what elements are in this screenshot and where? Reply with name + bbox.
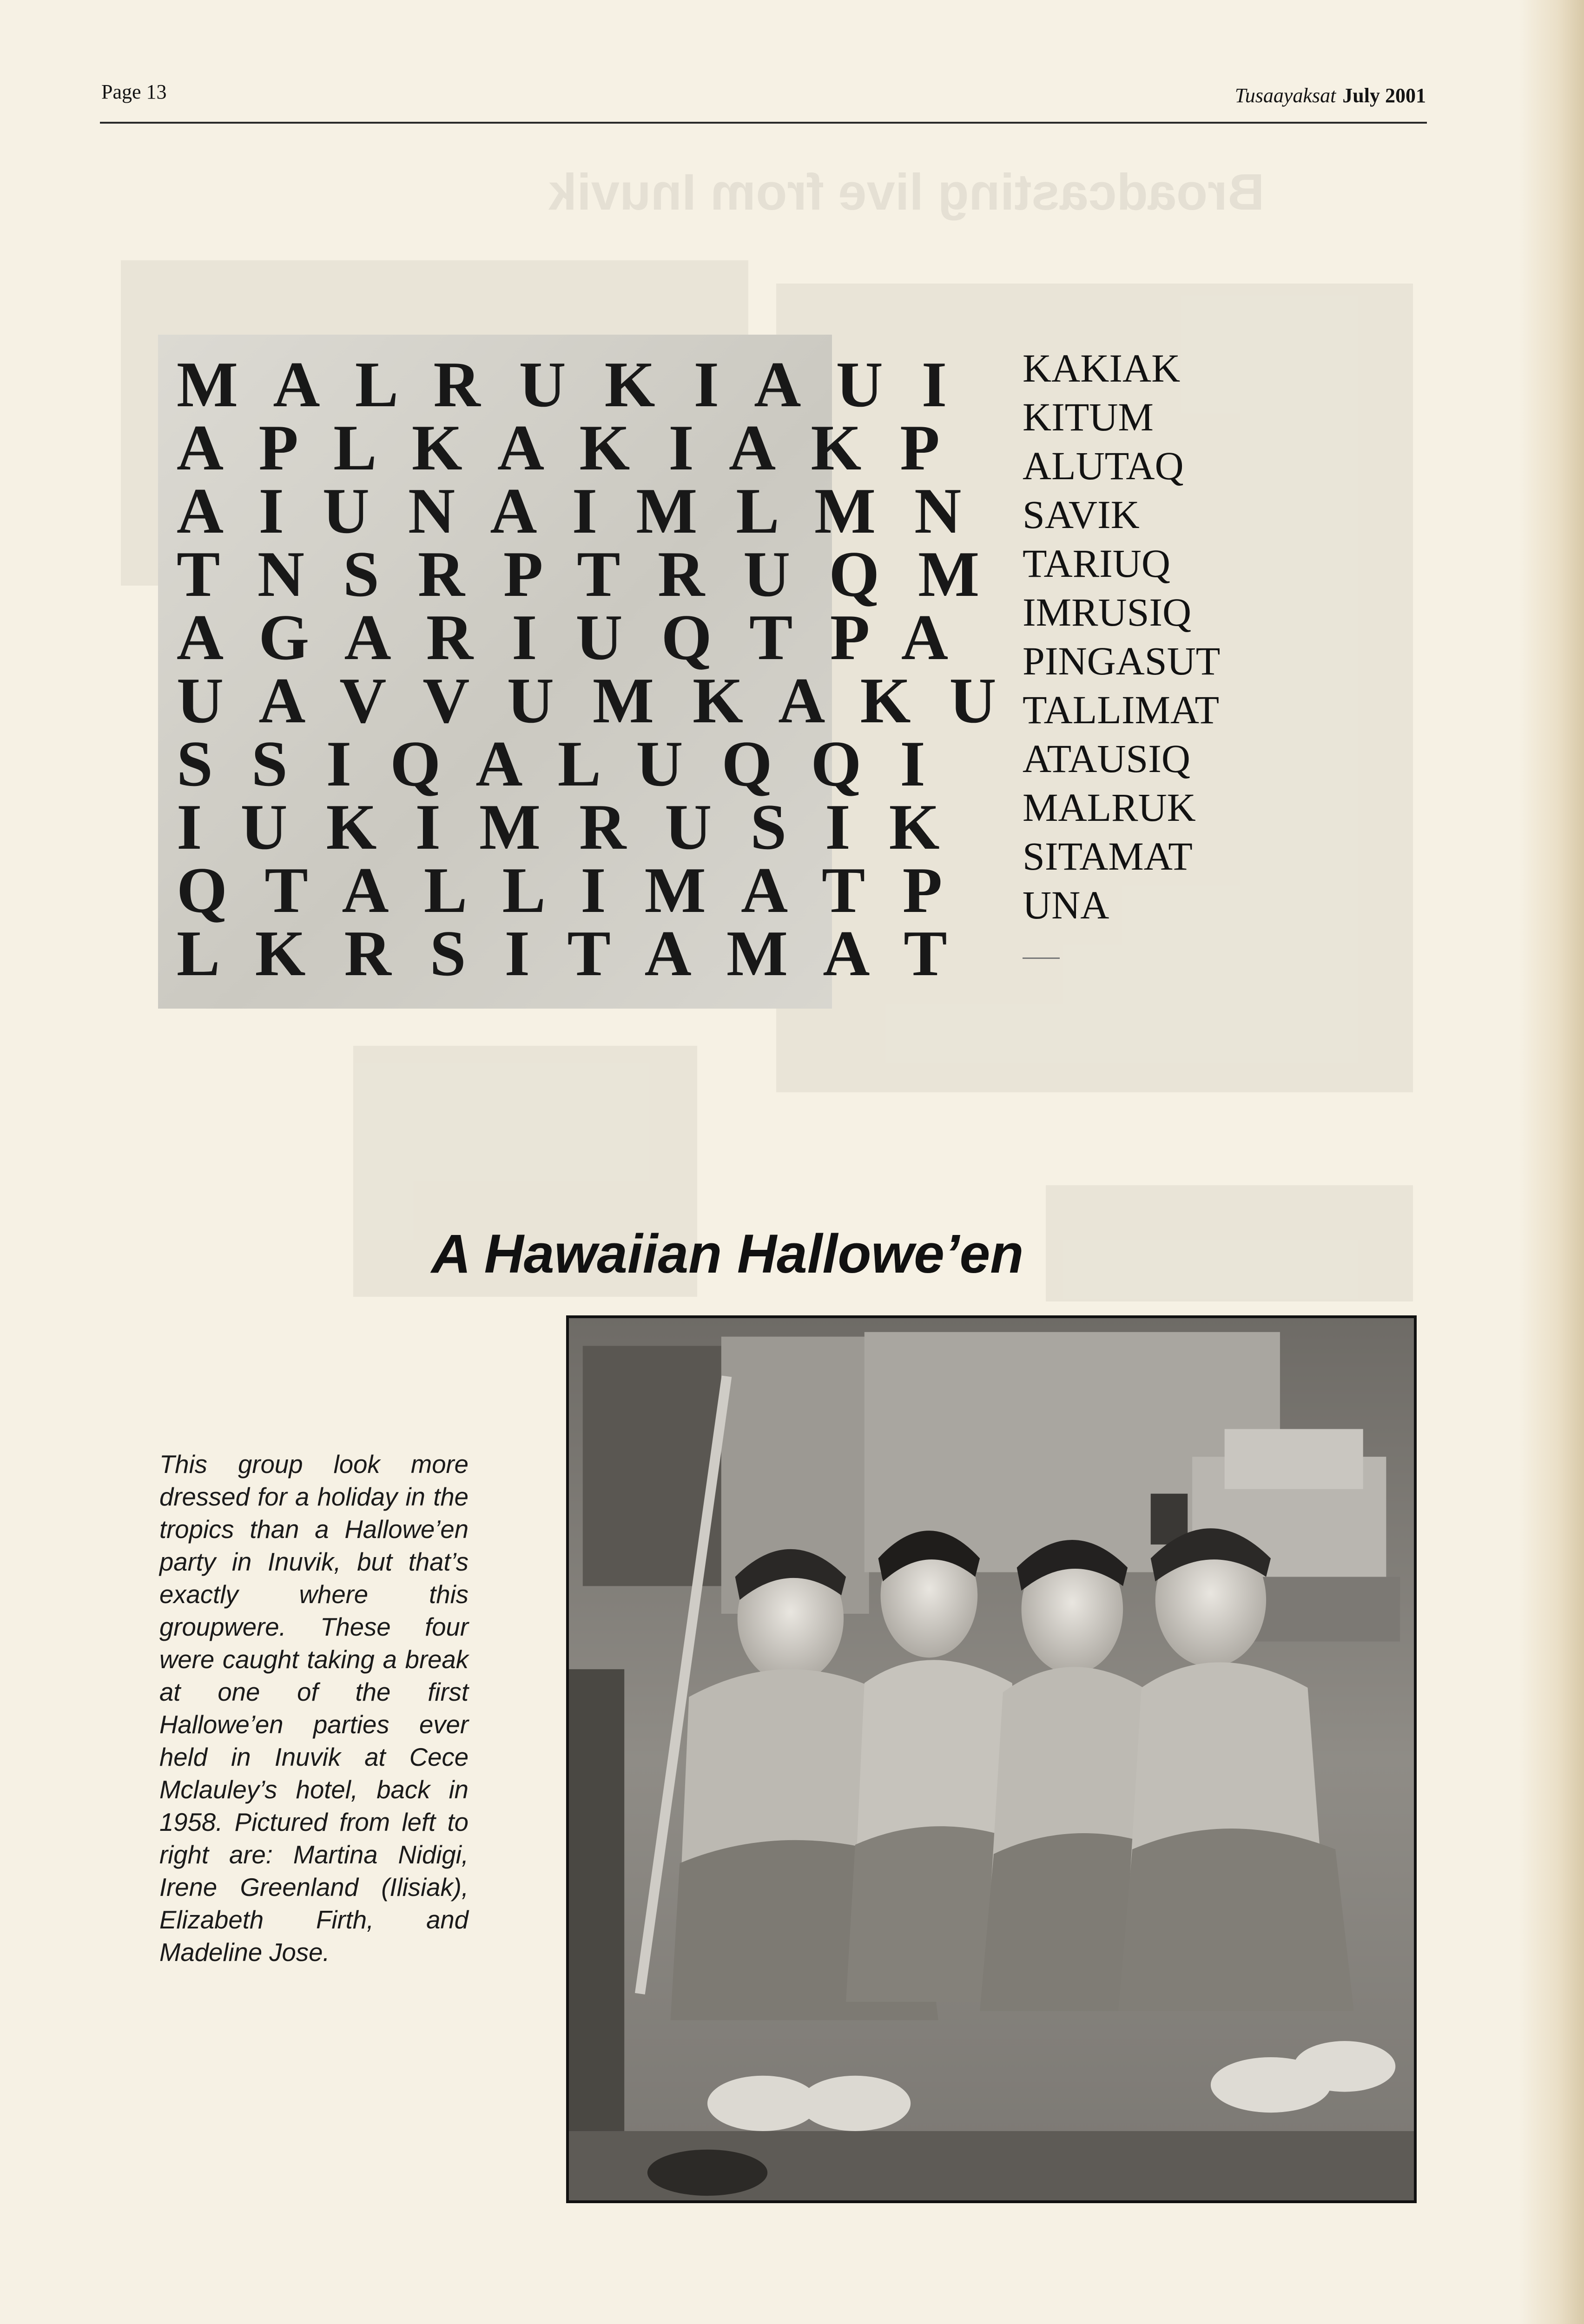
puzzle-row: S S I Q A L U Q Q I xyxy=(177,728,937,800)
group-photo-illustration xyxy=(569,1318,1414,2200)
word-list-item: PINGASUT xyxy=(1023,639,1221,683)
word-list-item: KITUM xyxy=(1023,395,1154,439)
masthead xyxy=(1235,84,1426,107)
publication-name: Tusaayaksat xyxy=(1234,84,1336,107)
word-list-item: ATAUSIQ xyxy=(1023,736,1191,781)
word-list-item: ALUTAQ xyxy=(1023,443,1184,488)
word-list-item: KAKIAK xyxy=(1023,346,1181,390)
bleed-through-block xyxy=(1046,1185,1413,1301)
puzzle-row: A P L K A K I A K P xyxy=(177,412,951,484)
page-edge-shadow xyxy=(1519,0,1584,2324)
word-list-item: MALRUK xyxy=(1023,785,1196,830)
puzzle-row: Q T A L L I M A T P xyxy=(177,854,954,926)
group-photo xyxy=(566,1315,1417,2203)
word-list-item: IMRUSIQ xyxy=(1023,590,1192,634)
word-list-item: SAVIK xyxy=(1023,492,1140,537)
page-number: Page 13 xyxy=(101,80,167,103)
word-list-item: SITAMAT xyxy=(1023,834,1193,878)
word-list xyxy=(1023,344,1220,930)
puzzle-row: M A L R U K I A U I xyxy=(177,349,958,421)
puzzle-row: L K R S I T A M A T xyxy=(177,918,958,990)
word-list-item: TALLIMAT xyxy=(1023,687,1220,732)
puzzle-row: A G A R I U Q T P A xyxy=(177,601,960,673)
header-rule xyxy=(100,122,1427,124)
photo-caption: This group look more dressed for a holiday in the tropics than a Hallowe’en party in Inuvik, but that’s exactly where this groupwere. These four were caught taking a break at one of the first Hallowe’en parties ever held in Inuvik at Cece Mclauley’s hotel, back in 1958. Pictured from left to right are: Martina Nidigi, Irene Greenland (Ilisiak), Elizabeth Firth, and Madeline Jose. xyxy=(159,1450,469,1967)
puzzle-row: U A V V U M K A K U xyxy=(177,665,1008,737)
word-list-rule xyxy=(1023,957,1060,959)
puzzle-row: T N S R P T R U Q M xyxy=(177,538,991,610)
issue-date: July 2001 xyxy=(1342,84,1426,107)
word-list-item: UNA xyxy=(1023,883,1109,927)
puzzle-row: I U K I M R U S I K xyxy=(177,791,951,863)
bleed-through-headline: Broadcasting live from Inuvik xyxy=(548,164,1265,221)
word-list-item: TARIUQ xyxy=(1023,541,1170,586)
puzzle-row: A I U N A I M L M N xyxy=(177,475,973,547)
article-headline: A Hawaiian Hallowe’en xyxy=(431,1223,1024,1285)
word-search-grid xyxy=(177,349,1008,990)
